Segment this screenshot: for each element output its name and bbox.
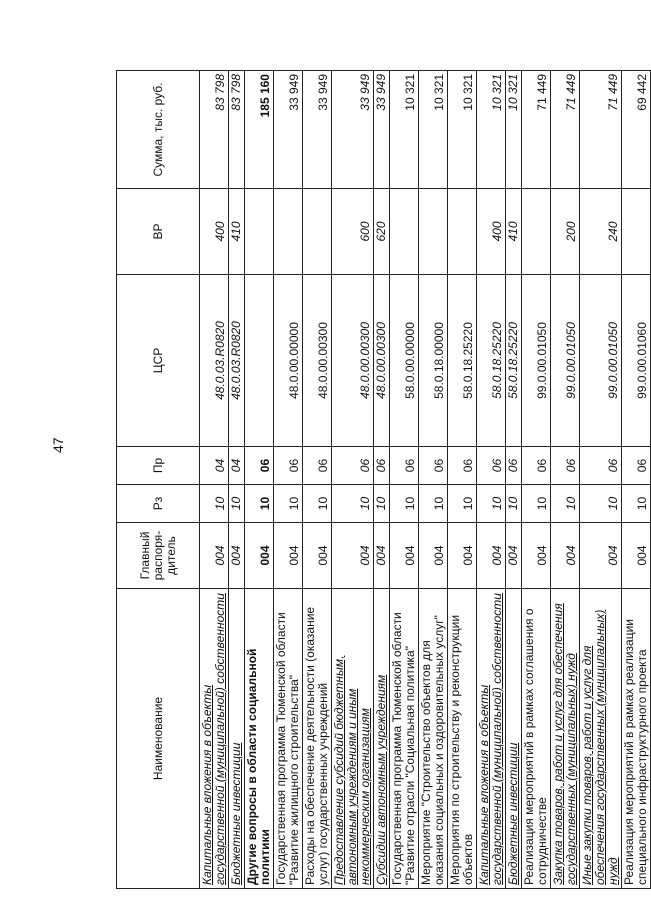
row-pr: 06 bbox=[332, 447, 374, 485]
table-row bbox=[622, 71, 651, 889]
table-row bbox=[200, 71, 229, 889]
table-row bbox=[274, 71, 303, 889]
row-name: Расходы на обеспечение деятельности (оказание услуг) государственных учреждений bbox=[303, 589, 332, 889]
row-sum: 185 160 bbox=[245, 71, 274, 189]
row-rz: 10 bbox=[522, 485, 551, 523]
row-pr: 06 bbox=[274, 447, 303, 485]
row-sum: 10 321 bbox=[419, 71, 448, 189]
row-sum: 69 442 bbox=[622, 71, 651, 189]
row-vr: 410 bbox=[229, 189, 245, 275]
row-csr: 48.0.03.R0820 bbox=[229, 275, 245, 447]
table-header-row bbox=[117, 71, 200, 889]
row-admin: 004 bbox=[551, 523, 580, 589]
row-rz: 10 bbox=[374, 485, 390, 523]
row-admin: 004 bbox=[274, 523, 303, 589]
row-sum: 10 321 bbox=[448, 71, 477, 189]
header-name: Наименование bbox=[117, 589, 200, 889]
row-rz: 10 bbox=[506, 485, 522, 523]
row-admin: 004 bbox=[245, 523, 274, 589]
row-name: Мероприятия по строительству и реконструкции объектов bbox=[448, 589, 477, 889]
table-row bbox=[390, 71, 419, 889]
header-pr: Пр bbox=[117, 447, 200, 485]
row-vr: 400 bbox=[200, 189, 229, 275]
row-name: Бюджетные инвестиции bbox=[506, 589, 522, 889]
row-sum: 10 321 bbox=[477, 71, 506, 189]
row-pr: 06 bbox=[419, 447, 448, 485]
budget-table bbox=[116, 70, 651, 889]
row-sum: 83 798 bbox=[229, 71, 245, 189]
row-sum: 33 949 bbox=[374, 71, 390, 189]
row-pr: 06 bbox=[506, 447, 522, 485]
row-name: Реализация мероприятий в рамках соглашения о сотрудничестве bbox=[522, 589, 551, 889]
row-name: Капитальные вложения в объекты государственной (муниципальной) собственности bbox=[477, 589, 506, 889]
row-admin: 004 bbox=[622, 523, 651, 589]
table-row bbox=[522, 71, 551, 889]
row-name: Другие вопросы в области социальной политики bbox=[245, 589, 274, 889]
row-admin: 004 bbox=[477, 523, 506, 589]
row-vr bbox=[245, 189, 274, 275]
row-csr: 58.0.18.00000 bbox=[419, 275, 448, 447]
row-name: Закупка товаров, работ и услуг для обеспечения государственных (муниципальных) нужд bbox=[551, 589, 580, 889]
row-vr: 410 bbox=[506, 189, 522, 275]
row-vr: 400 bbox=[477, 189, 506, 275]
row-csr: 58.0.18.25220 bbox=[448, 275, 477, 447]
row-csr: 48.0.03.R0820 bbox=[200, 275, 229, 447]
row-vr bbox=[274, 189, 303, 275]
row-name: Реализация мероприятий в рамках реализации специального инфраструктурного проекта bbox=[622, 589, 651, 889]
row-sum: 71 449 bbox=[580, 71, 622, 189]
row-admin: 004 bbox=[374, 523, 390, 589]
row-admin: 004 bbox=[448, 523, 477, 589]
row-name: Бюджетные инвестиции bbox=[229, 589, 245, 889]
row-csr: 99.0.00.01050 bbox=[522, 275, 551, 447]
table-row bbox=[506, 71, 522, 889]
row-name: Капитальные вложения в объекты государственной (муниципальной) собственности bbox=[200, 589, 229, 889]
row-rz: 10 bbox=[551, 485, 580, 523]
rotated-page-content bbox=[116, 71, 649, 889]
row-rz: 10 bbox=[245, 485, 274, 523]
table-row bbox=[448, 71, 477, 889]
header-vr: ВР bbox=[117, 189, 200, 275]
row-rz: 10 bbox=[274, 485, 303, 523]
row-vr bbox=[622, 189, 651, 275]
row-vr bbox=[522, 189, 551, 275]
table-row bbox=[580, 71, 622, 889]
row-rz: 10 bbox=[622, 485, 651, 523]
row-name: Иные закупки товаров, работ и услуг для обеспечения государственных (муниципальных) нужд bbox=[580, 589, 622, 889]
row-rz: 10 bbox=[229, 485, 245, 523]
row-name: Мероприятие "Строительство объектов для оказания социальных и оздоровительных услуг" bbox=[419, 589, 448, 889]
row-rz: 10 bbox=[332, 485, 374, 523]
row-vr: 620 bbox=[374, 189, 390, 275]
row-sum: 10 321 bbox=[506, 71, 522, 189]
row-rz: 10 bbox=[477, 485, 506, 523]
row-admin: 004 bbox=[229, 523, 245, 589]
table-body bbox=[200, 71, 651, 889]
row-admin: 004 bbox=[580, 523, 622, 589]
row-name: Государственная программа Тюменской области "Развитие отрасли "Социальная политика" bbox=[390, 589, 419, 889]
row-rz: 10 bbox=[390, 485, 419, 523]
row-vr: 200 bbox=[551, 189, 580, 275]
row-pr: 06 bbox=[477, 447, 506, 485]
page-number: 47 bbox=[50, 437, 66, 453]
row-pr: 06 bbox=[245, 447, 274, 485]
row-pr: 06 bbox=[374, 447, 390, 485]
table-row bbox=[419, 71, 448, 889]
row-csr: 99.0.00.01050 bbox=[580, 275, 622, 447]
row-vr: 240 bbox=[580, 189, 622, 275]
row-rz: 10 bbox=[200, 485, 229, 523]
row-rz: 10 bbox=[580, 485, 622, 523]
row-pr: 06 bbox=[580, 447, 622, 485]
row-pr: 06 bbox=[390, 447, 419, 485]
table-row bbox=[551, 71, 580, 889]
row-sum: 33 949 bbox=[274, 71, 303, 189]
row-sum: 33 949 bbox=[303, 71, 332, 189]
row-pr: 06 bbox=[622, 447, 651, 485]
row-csr bbox=[245, 275, 274, 447]
row-rz: 10 bbox=[448, 485, 477, 523]
table-row bbox=[374, 71, 390, 889]
row-csr: 48.0.00.00300 bbox=[303, 275, 332, 447]
row-admin: 004 bbox=[390, 523, 419, 589]
table-row bbox=[303, 71, 332, 889]
row-sum: 83 798 bbox=[200, 71, 229, 189]
header-csr: ЦСР bbox=[117, 275, 200, 447]
row-sum: 71 449 bbox=[551, 71, 580, 189]
row-vr bbox=[448, 189, 477, 275]
row-admin: 004 bbox=[200, 523, 229, 589]
row-name: Государственная программа Тюменской области "Развитие жилищного строительства" bbox=[274, 589, 303, 889]
table-row bbox=[477, 71, 506, 889]
row-pr: 06 bbox=[303, 447, 332, 485]
row-sum: 33 949 bbox=[332, 71, 374, 189]
row-rz: 10 bbox=[303, 485, 332, 523]
row-admin: 004 bbox=[506, 523, 522, 589]
row-admin: 004 bbox=[332, 523, 374, 589]
row-admin: 004 bbox=[522, 523, 551, 589]
row-vr bbox=[419, 189, 448, 275]
row-pr: 04 bbox=[229, 447, 245, 485]
row-sum: 10 321 bbox=[390, 71, 419, 189]
row-csr: 99.0.00.01060 bbox=[622, 275, 651, 447]
row-csr: 48.0.00.00300 bbox=[332, 275, 374, 447]
row-pr: 06 bbox=[448, 447, 477, 485]
row-vr bbox=[390, 189, 419, 275]
row-sum: 71 449 bbox=[522, 71, 551, 189]
row-csr: 48.0.00.00300 bbox=[374, 275, 390, 447]
row-csr: 58.0.00.00000 bbox=[390, 275, 419, 447]
header-rz: Рз bbox=[117, 485, 200, 523]
row-csr: 48.0.00.00000 bbox=[274, 275, 303, 447]
header-sum: Сумма, тыс. руб. bbox=[117, 71, 200, 189]
header-admin: Главный распоря-дитель bbox=[117, 523, 200, 589]
row-vr: 600 bbox=[332, 189, 374, 275]
row-rz: 10 bbox=[419, 485, 448, 523]
row-admin: 004 bbox=[303, 523, 332, 589]
row-csr: 58.0.18.25220 bbox=[477, 275, 506, 447]
row-csr: 58.0.18.25220 bbox=[506, 275, 522, 447]
row-pr: 04 bbox=[200, 447, 229, 485]
table-row bbox=[229, 71, 245, 889]
row-name: Предоставление субсидий бюджетным, автономным учреждениям и иным некоммерческим организациям bbox=[332, 589, 374, 889]
row-pr: 06 bbox=[522, 447, 551, 485]
row-admin: 004 bbox=[419, 523, 448, 589]
row-vr bbox=[303, 189, 332, 275]
table-row bbox=[245, 71, 274, 889]
row-pr: 06 bbox=[551, 447, 580, 485]
table-row bbox=[332, 71, 374, 889]
row-csr: 99.0.00.01050 bbox=[551, 275, 580, 447]
row-name: Субсидии автономным учреждениям bbox=[374, 589, 390, 889]
